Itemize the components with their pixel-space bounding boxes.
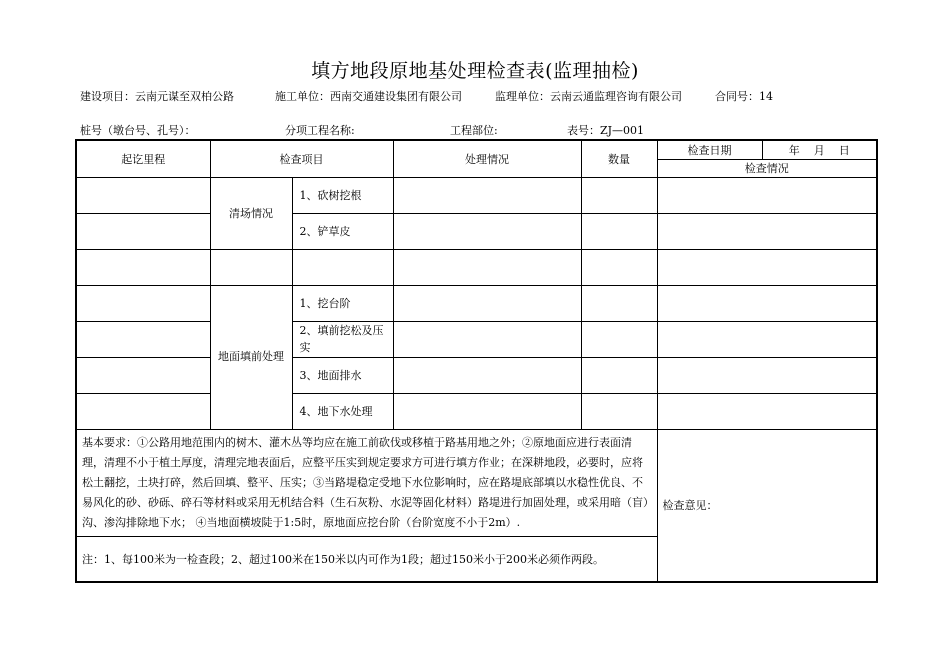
pile-number-label: 桩号（墩台号、孔号）： [80, 124, 196, 137]
handling-cell[interactable] [393, 393, 581, 429]
quantity-cell[interactable] [581, 321, 657, 357]
status-cell[interactable] [657, 177, 877, 213]
form-number: 表号：ZJ—001 [567, 124, 645, 137]
basic-requirements: 基本要求：①公路用地范围内的树木、灌木丛等均应在施工前砍伐或移植于路基用地之外；②原地面应进行表面清理，清理不小于植土厚度，清理完地表面后，应整平压实到规定要求方可进行填方作业；在深耕地段，必要时，应将松土翻挖，土块打碎，然后回填、整平、压实；③当路堤稳定受地下水位影响时，应在路堤底部填以水稳性优良、不易风化的砂、砂砾、碎石等材料或采用无机结合料（生石灰粉、水泥等固化材料）路堤进行加固处理，或采用暗（盲）沟、渗沟排除地下水； ④当地面横坡陡于1:5时，原地面应挖台阶（台阶宽度不小于2m）. [76, 429, 657, 536]
status-cell[interactable] [657, 285, 877, 321]
contract-number: 合同号：14 [715, 90, 773, 103]
mileage-cell[interactable] [76, 393, 210, 429]
header-date-format: 年 月 日 [762, 140, 877, 159]
header-handling: 处理情况 [393, 140, 581, 177]
subitem-name-label: 分项工程名称: [285, 124, 355, 137]
footnote: 注：1、每100米为一检查段；2、超过100米在150米以内可作为1段；超过150米小于200米必须作两段。 [76, 536, 657, 582]
item-surface-drainage: 3、地面排水 [292, 357, 393, 393]
status-cell[interactable] [657, 249, 877, 285]
handling-cell[interactable] [393, 213, 581, 249]
mileage-cell[interactable] [76, 357, 210, 393]
group-clearing: 清场情况 [210, 177, 292, 249]
status-cell[interactable] [657, 393, 877, 429]
work-location-label: 工程部位: [450, 124, 498, 137]
mileage-cell[interactable] [76, 249, 210, 285]
status-cell[interactable] [657, 357, 877, 393]
item-groundwater: 4、地下水处理 [292, 393, 393, 429]
mileage-cell[interactable] [76, 177, 210, 213]
supervisor-name: 监理单位：云南云通监理咨询有限公司 [495, 90, 682, 103]
status-cell[interactable] [657, 321, 877, 357]
empty-cell[interactable] [292, 249, 393, 285]
inspection-opinion[interactable] [657, 429, 877, 582]
inspection-opinion-label: 检查意见： [662, 499, 718, 513]
item-dig-steps: 1、挖台阶 [292, 285, 393, 321]
handling-cell[interactable] [393, 357, 581, 393]
header-check-status: 检查情况 [657, 159, 877, 177]
header-check-date: 检查日期 [657, 140, 762, 159]
status-cell[interactable] [657, 213, 877, 249]
quantity-cell[interactable] [581, 177, 657, 213]
item-cut-trees: 1、砍树挖根 [292, 177, 393, 213]
handling-cell[interactable] [393, 321, 581, 357]
handling-cell[interactable] [393, 249, 581, 285]
page-title: 填方地段原地基处理检查表(监理抽检) [311, 60, 639, 82]
header-mileage: 起讫里程 [76, 140, 210, 177]
mileage-cell[interactable] [76, 285, 210, 321]
item-loosen-compact: 2、填前挖松及压实 [292, 321, 393, 357]
quantity-cell[interactable] [581, 213, 657, 249]
mileage-cell[interactable] [76, 213, 210, 249]
quantity-cell[interactable] [581, 393, 657, 429]
quantity-cell[interactable] [581, 285, 657, 321]
inspection-table [75, 139, 878, 583]
project-name: 建设项目：云南元谋至双柏公路 [80, 90, 234, 103]
empty-cell[interactable] [210, 249, 292, 285]
header-check-item: 检查项目 [210, 140, 393, 177]
handling-cell[interactable] [393, 177, 581, 213]
mileage-cell[interactable] [76, 321, 210, 357]
quantity-cell[interactable] [581, 357, 657, 393]
item-remove-turf: 2、铲草皮 [292, 213, 393, 249]
handling-cell[interactable] [393, 285, 581, 321]
contractor-name: 施工单位：西南交通建设集团有限公司 [275, 90, 462, 103]
group-ground-prep: 地面填前处理 [210, 285, 292, 429]
quantity-cell[interactable] [581, 249, 657, 285]
header-quantity: 数量 [581, 140, 657, 177]
